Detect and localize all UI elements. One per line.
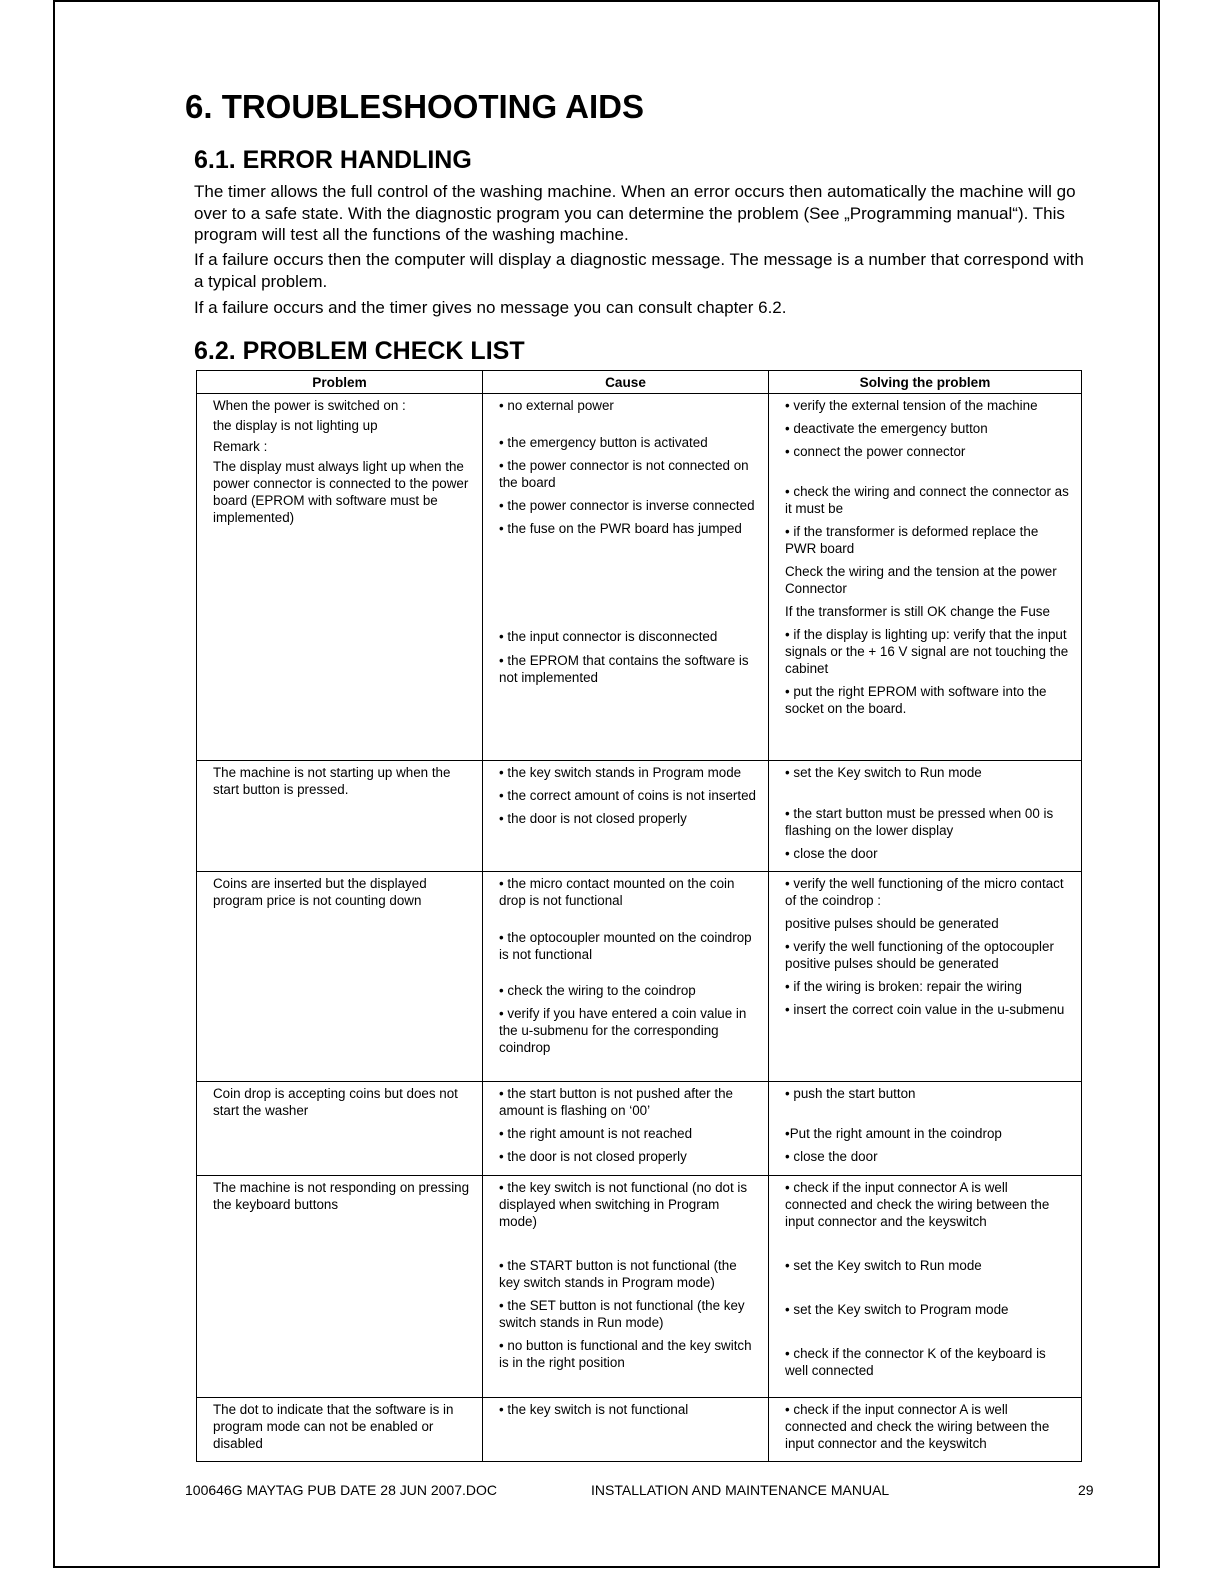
cause-item: • the emergency button is activated [499,435,708,450]
solution-item: Check the wiring and the tension at the power Connector [785,564,1057,596]
cause-item: • the EPROM that contains the software is not implemented [499,653,749,685]
cause-item: • no external power [499,398,614,413]
problem-cell [197,761,483,872]
solution-item: positive pulses should be generated [785,916,999,931]
cause-item: • the SET button is not functional (the key switch stands in Run mode) [499,1298,745,1330]
table-row [197,1176,1082,1398]
column-header: Solving the problem [769,371,1082,394]
cause-item: • the right amount is not reached [499,1126,693,1141]
table-body [197,394,1082,1462]
problem-cell [197,394,483,761]
solution-item: •Put the right amount in the coindrop [785,1126,1002,1141]
solutions-cell [769,1082,1082,1176]
cause-item: • the correct amount of coins is not inserted [499,788,757,803]
section-heading-problem-check-list: 6.2. PROBLEM CHECK LIST [194,337,525,365]
table-row [197,761,1082,872]
solution-item: • insert the correct coin value in the u-submenu [785,1002,1065,1017]
page-title: 6. TROUBLESHOOTING AIDS [185,88,644,125]
table-row [197,1082,1082,1176]
problem-cell [197,872,483,1082]
solution-item: • check the wiring and connect the connector as it must be [785,484,1069,516]
solutions-cell [769,394,1082,761]
problem-text: the display is not lighting up [213,418,378,433]
solution-item: • if the display is lighting up: verify that the input signals or the + 16 V signal are not touching the cabinet [785,627,1069,676]
cause-item: • the fuse on the PWR board has jumped [499,521,742,536]
problem-text: Coins are inserted but the displayed program price is not counting down [213,876,427,908]
solutions-cell [769,872,1082,1082]
table-row [197,394,1082,761]
footer-doc-id: 100646G MAYTAG PUB DATE 28 JUN 2007.DOC [185,1482,498,1498]
solution-item: • close the door [785,846,878,861]
solution-item: • deactivate the emergency button [785,421,988,436]
causes-cell [483,1082,769,1176]
cause-item: • the key switch is not functional (no dot is displayed when switching in Program mode) [499,1180,748,1229]
causes-cell [483,761,769,872]
cause-item: • the input connector is disconnected [499,629,718,644]
solution-item: • if the wiring is broken: repair the wiring [785,979,1022,994]
solution-item: • set the Key switch to Run mode [785,765,982,780]
problem-cell [197,1176,483,1398]
section-heading-error-handling: 6.1. ERROR HANDLING [194,146,472,174]
cause-item: • verify if you have entered a coin value in the u-submenu for the corresponding coindrop [499,1006,747,1055]
solution-item: • put the right EPROM with software into the socket on the board. [785,684,1047,716]
solutions-cell [769,1176,1082,1398]
cause-item: • the power connector is not connected on the board [499,458,749,490]
cause-item: • the power connector is inverse connected [499,498,755,513]
problem-text: The machine is not responding on pressing the keyboard buttons [213,1180,470,1212]
paragraph: If a failure occurs then the computer will display a diagnostic message. The message is a number that correspond with a typical problem. [194,250,1084,291]
problem-text: When the power is switched on : [213,398,406,413]
problem-text: The display must always light up when the power connector is connected to the power board (EPROM with software must be implemented) [213,459,469,525]
table-row [197,872,1082,1082]
solution-item: • the start button must be pressed when 00 is flashing on the lower display [785,806,1054,838]
solution-item: If the transformer is still OK change the Fuse [785,604,1050,619]
causes-cell [483,394,769,761]
cause-item: • the micro contact mounted on the coin drop is not functional [499,876,735,908]
problem-text: The machine is not starting up when the start button is pressed. [213,765,451,797]
solution-item: • check if the connector K of the keyboard is well connected [785,1346,1046,1378]
cause-item: • the door is not closed properly [499,811,687,826]
footer-manual-title: INSTALLATION AND MAINTENANCE MANUAL [591,1482,890,1498]
solution-item: • set the Key switch to Run mode [785,1258,982,1273]
problem-cell [197,1398,483,1462]
column-header: Cause [483,371,769,394]
solution-item: • close the door [785,1149,878,1164]
problem-text: The dot to indicate that the software is in program mode can not be enabled or disabled [213,1402,454,1451]
column-header: Problem [197,371,483,394]
causes-cell [483,1176,769,1398]
solutions-cell [769,1398,1082,1462]
solutions-cell [769,761,1082,872]
problem-text: Coin drop is accepting coins but does not start the washer [213,1086,458,1118]
problem-check-table [196,370,1082,1462]
cause-item: • the door is not closed properly [499,1149,687,1164]
solution-item: • verify the external tension of the machine [785,398,1038,413]
cause-item: • the optocoupler mounted on the coindrop is not functional [499,930,752,962]
problem-cell [197,1082,483,1176]
solution-item: • push the start button [785,1086,916,1101]
solution-item: • connect the power connector [785,444,966,459]
solution-item: • if the transformer is deformed replace the PWR board [785,524,1039,556]
problem-text: Remark : [213,439,268,454]
table-header-row [197,371,1082,394]
cause-item: • the start button is not pushed after the amount is flashing on ‘00’ [499,1086,733,1118]
page-number: 29 [1078,1482,1094,1498]
cause-item: • no button is functional and the key switch is in the right position [499,1338,752,1370]
solution-item: • set the Key switch to Program mode [785,1302,1009,1317]
cause-item: • check the wiring to the coindrop [499,983,696,998]
cause-item: • the key switch stands in Program mode [499,765,742,780]
cause-item: • the key switch is not functional [499,1402,689,1417]
paragraph: The timer allows the full control of the washing machine. When an error occurs then automatically the machine will go over to a safe state. With the diagnostic program you can determine the problem (See „Programming manual“). This program will test all the functions of the washing machine. [194,182,1076,244]
causes-cell [483,872,769,1082]
paragraph: If a failure occurs and the timer gives no message you can consult chapter 6.2. [194,298,787,317]
table-row [197,1398,1082,1462]
solution-item: • check if the input connector A is well connected and check the wiring between the input connector and the keyswitch [785,1180,1050,1229]
solution-item: • verify the well functioning of the optocoupler positive pulses should be generated [785,939,1054,971]
cause-item: • the START button is not functional (the key switch stands in Program mode) [499,1258,737,1290]
solution-item: • verify the well functioning of the micro contact of the coindrop : [785,876,1064,908]
causes-cell [483,1398,769,1462]
solution-item: • check if the input connector A is well connected and check the wiring between the input connector and the keyswitch [785,1402,1050,1451]
